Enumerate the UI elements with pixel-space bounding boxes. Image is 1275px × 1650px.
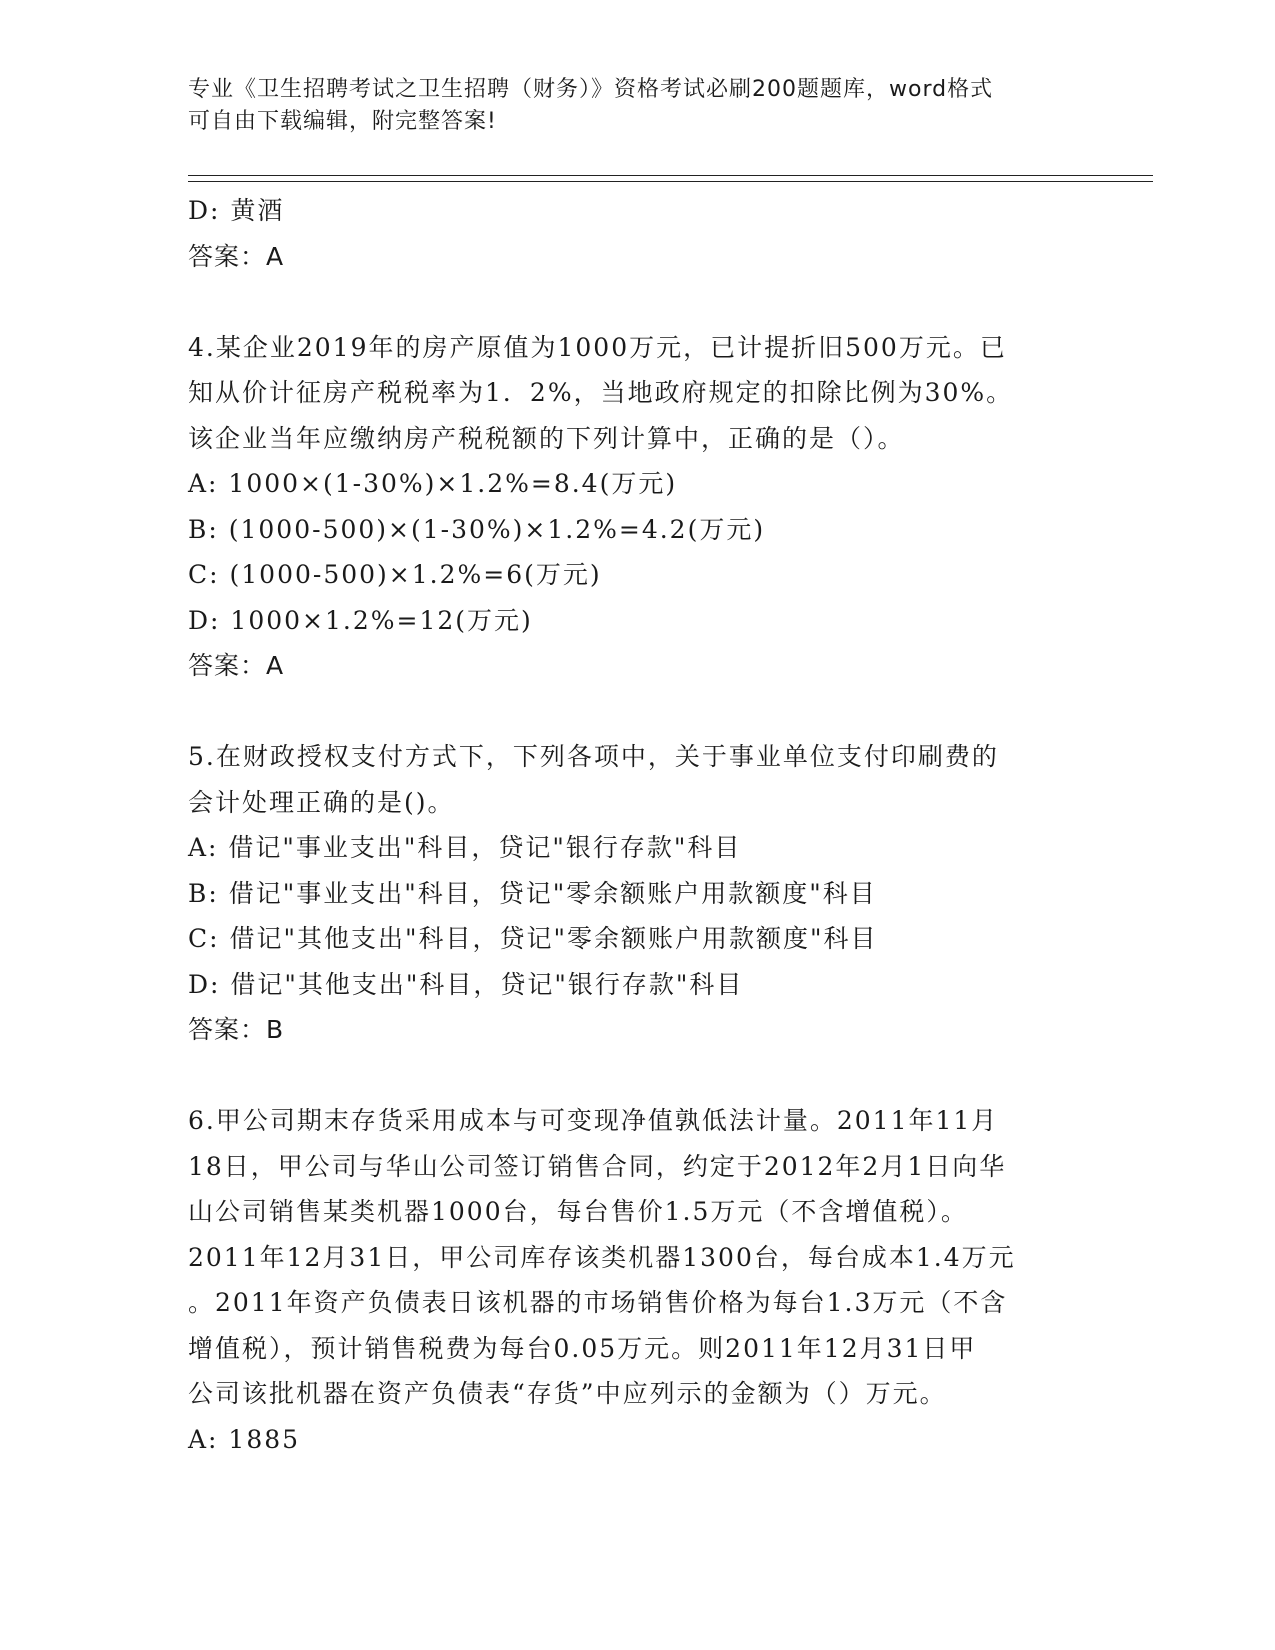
document-body bbox=[188, 188, 1088, 1462]
q6-stem-line-1: 6.甲公司期末存货采用成本与可变现净值孰低法计量。2011年11月 bbox=[188, 1106, 999, 1135]
q5-option-b: B: 借记"事业支出"科目，贷记"零余额账户用款额度"科目 bbox=[188, 878, 877, 908]
q6-stem-line-3: 山公司销售某类机器1000台，每台售价1.5万元（不含增值税）。 bbox=[188, 1197, 968, 1226]
q3-answer: 答案：A bbox=[188, 241, 285, 271]
q4-option-b: B: (1000-500)×(1-30%)×1.2%=4.2(万元) bbox=[188, 514, 766, 544]
q6-stem-line-2: 18日，甲公司与华山公司签订销售合同，约定于2012年2月1日向华 bbox=[188, 1151, 1007, 1181]
q5-stem-line-2: 会计处理正确的是()。 bbox=[188, 787, 455, 817]
spacer bbox=[188, 689, 1088, 735]
q5-option-c: C: 借记"其他支出"科目，贷记"零余额账户用款额度"科目 bbox=[188, 924, 878, 953]
q6-stem-line-5: 。2011年资产负债表日该机器的市场销售价格为每台1.3万元（不含 bbox=[188, 1288, 1008, 1317]
q4-stem-line-1: 4.某企业2019年的房产原值为1000万元，已计提折旧500万元。已 bbox=[188, 332, 1007, 362]
q5-answer: 答案：B bbox=[188, 1015, 285, 1044]
page-header bbox=[188, 74, 1088, 138]
header-divider bbox=[188, 175, 1153, 182]
q4-stem-line-2: 知从价计征房产税税率为1．2%，当地政府规定的扣除比例为30%。 bbox=[188, 378, 1014, 407]
q4-stem-line-3: 该企业当年应缴纳房产税税额的下列计算中，正确的是（）。 bbox=[188, 423, 905, 453]
header-line-2: 可自由下载编辑，附完整答案! bbox=[188, 109, 497, 134]
q5-stem-line-1: 5.在财政授权支付方式下，下列各项中，关于事业单位支付印刷费的 bbox=[188, 742, 999, 771]
q4-answer: 答案：A bbox=[188, 651, 285, 680]
q4-option-d: D: 1000×1.2%=12(万元) bbox=[188, 605, 533, 635]
q6-stem-line-4: 2011年12月31日，甲公司库存该类机器1300台，每台成本1.4万元 bbox=[188, 1242, 1016, 1272]
q5-option-d: D: 借记"其他支出"科目，贷记"银行存款"科目 bbox=[188, 969, 744, 999]
q6-option-a: A: 1885 bbox=[188, 1424, 301, 1454]
q4-option-c: C: (1000-500)×1.2%=6(万元) bbox=[188, 560, 602, 589]
q4-option-a: A: 1000×(1-30%)×1.2%=8.4(万元) bbox=[188, 469, 678, 498]
header-line-1: 专业《卫生招聘考试之卫生招聘（财务）》资格考试必刷200题题库，word格式 bbox=[188, 77, 994, 102]
q5-option-a: A: 借记"事业支出"科目，贷记"银行存款"科目 bbox=[188, 833, 742, 862]
spacer bbox=[188, 279, 1088, 325]
spacer bbox=[188, 1053, 1088, 1099]
q3-option-d: D: 黄酒 bbox=[188, 196, 285, 225]
q6-stem-line-6: 增值税），预计销售税费为每台0.05万元。则2011年12月31日甲 bbox=[188, 1333, 977, 1363]
q6-stem-line-7: 公司该批机器在资产负债表“存货”中应列示的金额为（）万元。 bbox=[188, 1379, 947, 1408]
